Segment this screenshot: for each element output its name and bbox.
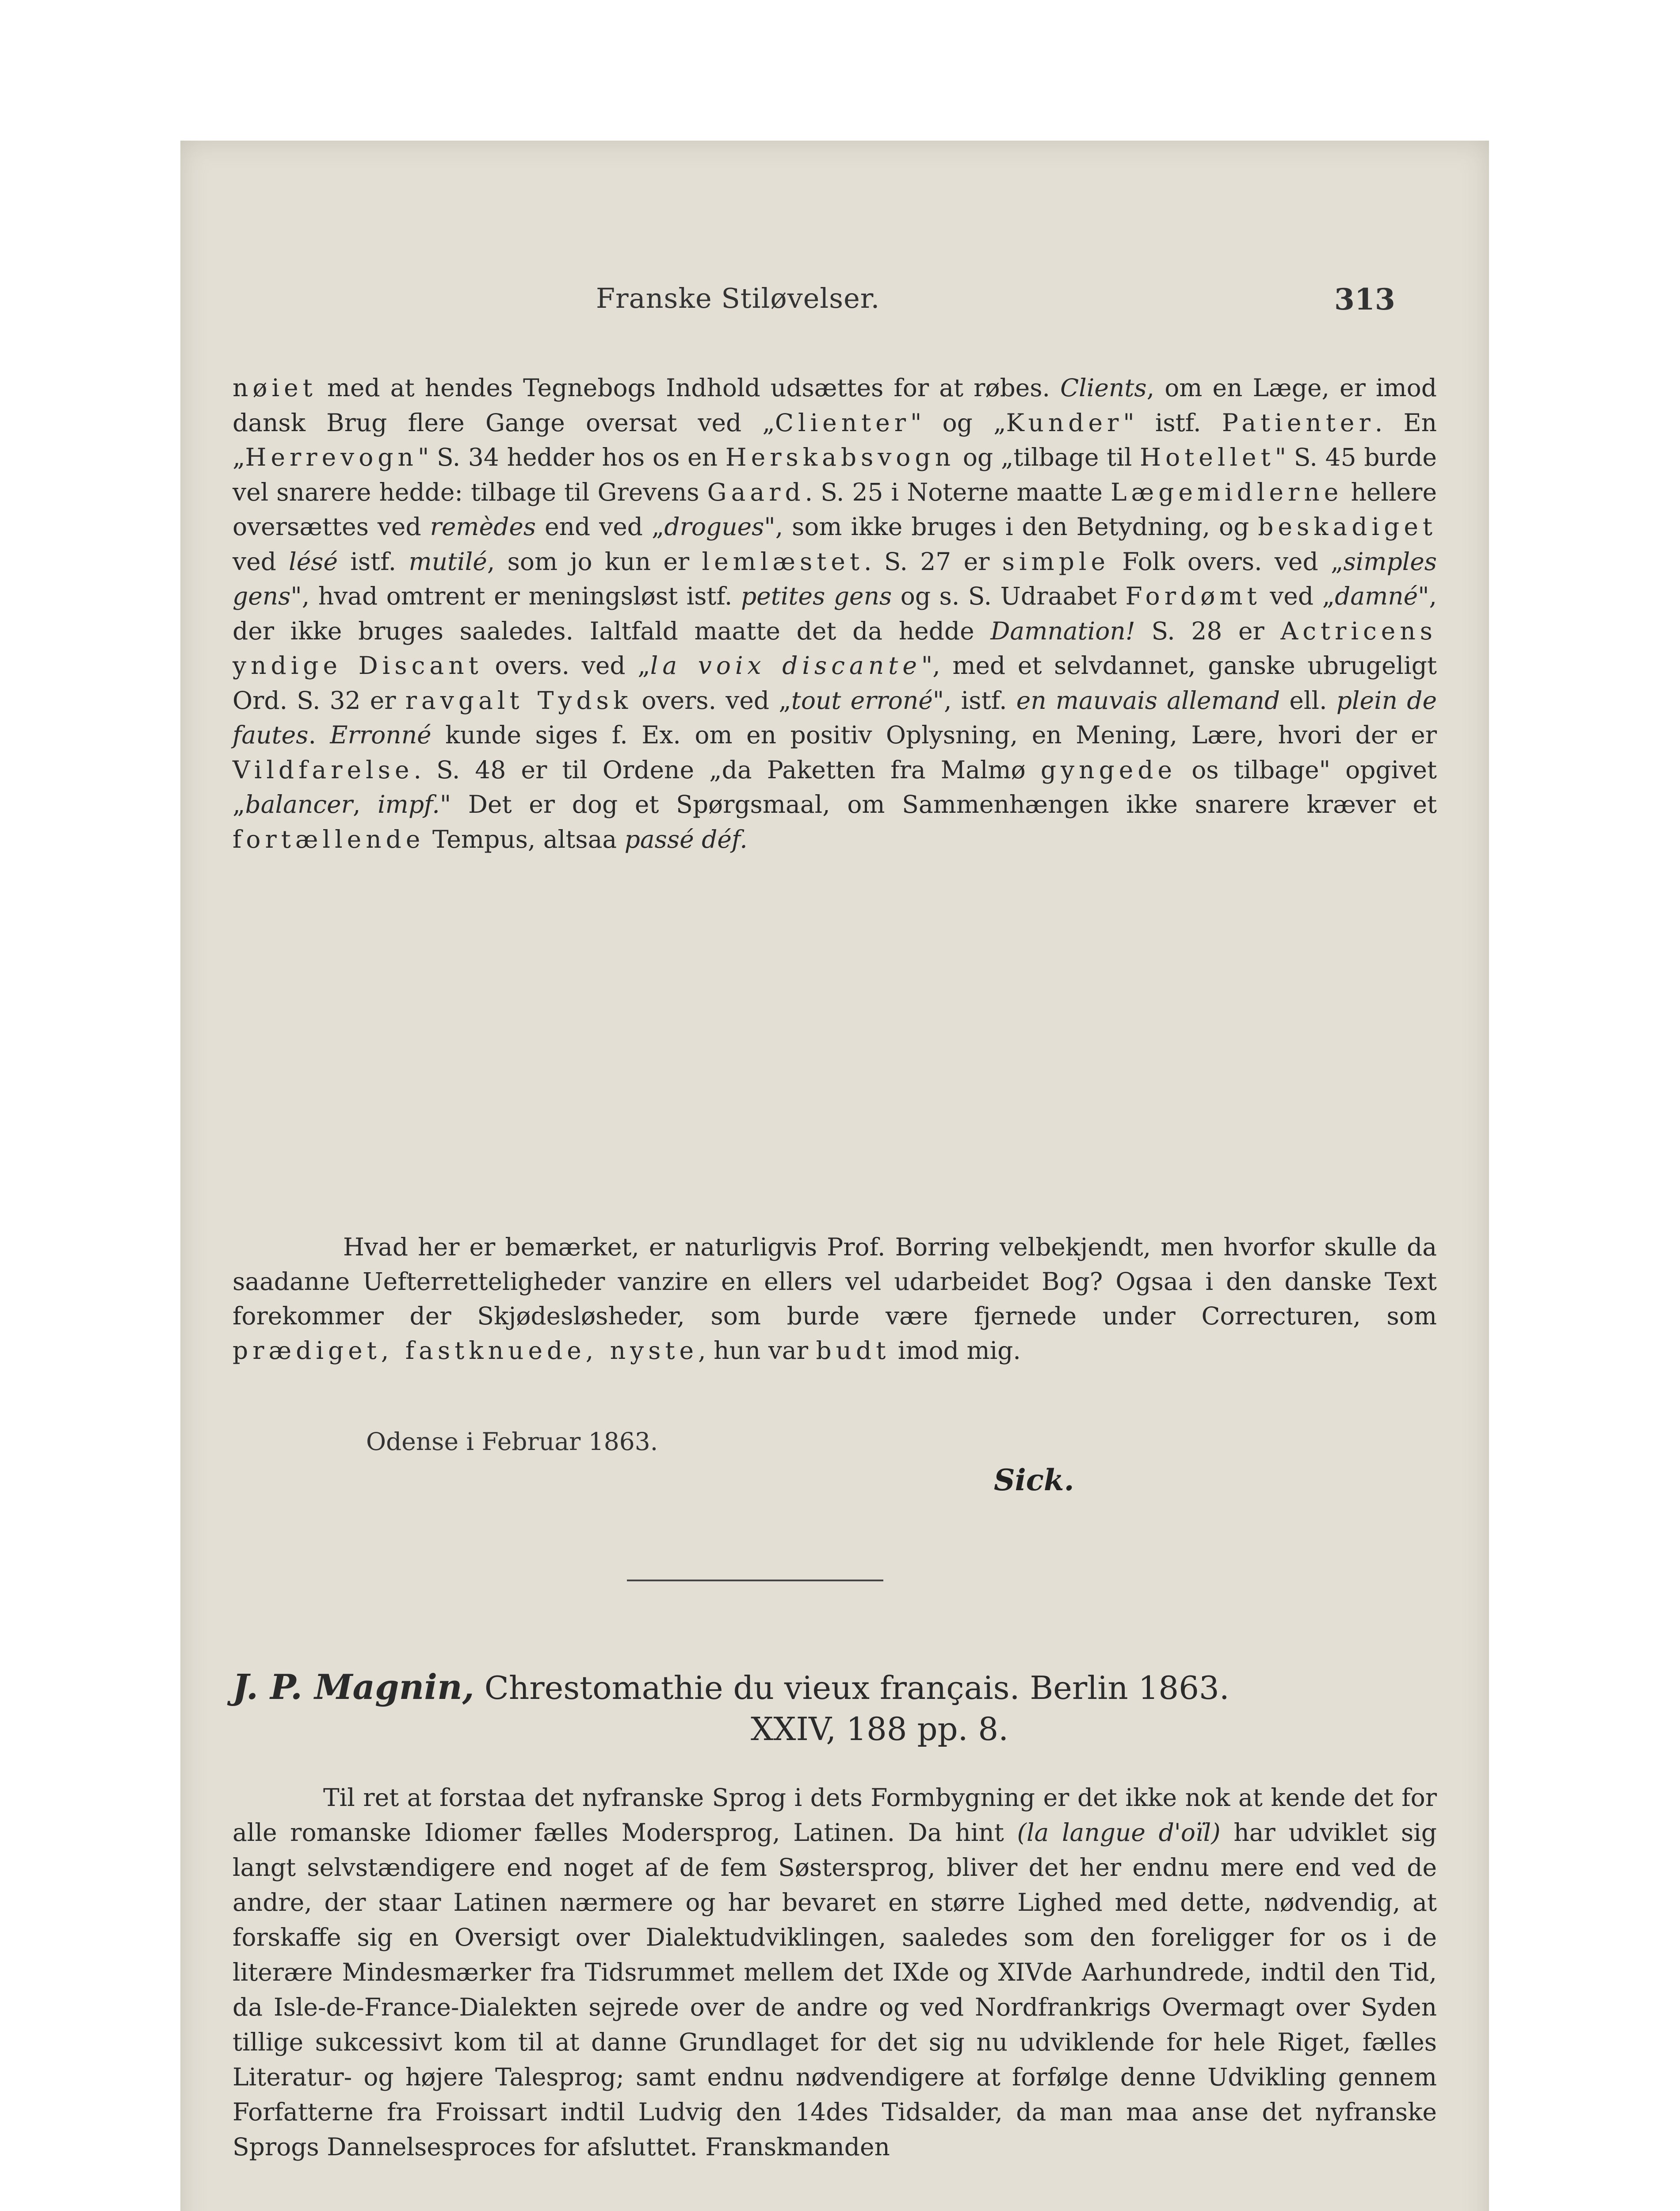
date-line: Odense i Februar 1863.	[366, 1427, 658, 1456]
review-paragraph: Til ret at forstaa det nyfranske Sprog i dets Formbygning er det ikke nok at kende det for alle romanske Idiomer fælles Modersprog, Latinen. Da hint (la langue d'oïl) har udviklet sig langt selvstændigere end noget af de fem Søstersprog, bliver det her endnu mere end ved de andre, der staar Latinen nærmere og har bevaret en større Lighed med dette, nødvendig, at forskaffe sig en Oversigt over Dialektudviklingen, saaledes som den foreligger for os i de literære Mindesmærker fra Tidsrummet mellem det IXde og XIVde Aarhundrede, indtil den Tid, da Isle-de-France-Dialekten sejrede over de andre og ved Nordfrankrigs Overmagt over Syden tillige sukcessivt kom til at danne Grundlaget for det sig nu udviklende for hele Riget, fælles Literatur- og højere Talesprog; samt endnu nødvendigere at forfølge denne Udvikling gennem Forfatterne fra Froissart indtil Ludvig den 14des Tidsalder, da man maa anse det nyfranske Sprogs Dannelsesproces for afsluttet. Franskmanden	[233, 1783, 1437, 2161]
running-title: Franske Stiløvelser.	[596, 282, 880, 314]
section-divider	[627, 1580, 883, 1581]
signature: Sick.	[994, 1463, 1074, 1497]
review-book-details: XXIV, 188 pp. 8.	[751, 1710, 1009, 1748]
paragraph-conclusion: Hvad her er bemærket, er naturligvis Prof. Borring velbekjendt, men hvorfor skulle da saadanne Uefterretteligheder vanzire en ellers vel udarbeidet Bog? Ogsaa i den danske Text forekommer der Skjødesløsheder, som burde være fjernede under Correcturen, som prædiget, fastknuede, nyste, hun var budt imod mig.	[233, 1233, 1437, 1365]
review-heading	[233, 1667, 1437, 1707]
page-number: 313	[1334, 282, 1395, 317]
scanned-page	[180, 141, 1489, 2211]
review-author: J. P. Magnin,	[233, 1667, 474, 1707]
paragraph-continued: nøiet med at hendes Tegnebogs Indhold udsættes for at røbes. Clients, om en Læge, er imod dansk Brug flere Gange oversat ved „Clienter" og „Kunder" istf. Patienter. En „Herrevogn" S. 34 hedder hos os en Herskabsvogn og „tilbage til Hotellet" S. 45 burde vel snarere hedde: tilbage til Grevens Gaard. S. 25 i Noterne maatte Lægemidlerne hellere oversættes ved remèdes end ved „drogues", som ikke bruges i den Betydning, og beskadiget ved lésé istf. mutilé, som jo kun er lemlæstet. S. 27 er simple Folk overs. ved „simples gens", hvad omtrent er meningsløst istf. petites gens og s. S. Udraabet Fordømt ved „damné", der ikke bruges saaledes. Ialtfald maatte det da hedde Damnation! S. 28 er Actricens yndige Discant overs. ved „la voix discante", med et selvdannet, ganske ubrugeligt Ord. S. 32 er ravgalt Tydsk overs. ved „tout erroné", istf. en mauvais allemand ell. plein de fautes. Erronné kunde siges f. Ex. om en positiv Oplysning, en Mening, Lære, hvori der er Vildfarelse. S. 48 er til Ordene „da Paketten fra Malmø gyngede os tilbage" opgivet „balancer, impf." Det er dog et Spørgsmaal, om Sammenhængen ikke snarere kræver et fortællende Tempus, altsaa passé déf.	[233, 374, 1437, 853]
review-book-title: Chrestomathie du vieux français. Berlin 1863.	[484, 1669, 1229, 1706]
